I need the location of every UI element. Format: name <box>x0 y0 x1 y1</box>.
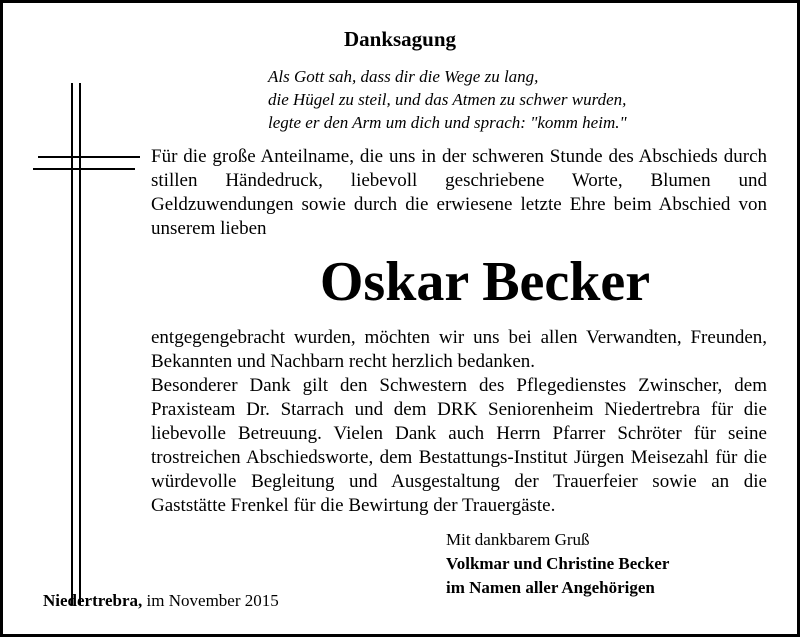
place: Niedertrebra, <box>43 591 143 610</box>
thanks-special-text: Besonderer Dank gilt den Schwestern des Pflegedienstes Zwinscher, dem Praxisteam Dr. Starrach und dem DRK Seniorenheim Niedertrebra für die liebevolle Betreuung. Vielen Dank auch Herrn Pfarrer Schröter für seine trostreichen Abschiedsworte, dem Bestattungs-Institut Jürgen Meisezahl für die würdevolle Begleitung und Ausgestaltung der Trauerfeier sowie an die Gaststätte Frenkel für die Bewirtung der Trauergäste. <box>151 375 767 516</box>
page-title: Danksagung <box>343 27 457 51</box>
poem-line: legte er den Arm um dich und sprach: "komm heim." <box>268 113 627 132</box>
poem <box>268 65 627 134</box>
intro-paragraph: Für die große Anteilname, die uns in der schweren Stunde des Abschieds durch stillen Händedruck, liebevoll geschriebene Worte, Blumen und Geldzuwendungen sowie durch die erwiesene letzte Ehre beim Abschied von unserem lieben <box>151 146 767 239</box>
cross-vertical-line <box>79 83 81 605</box>
greeting: Mit dankbarem Gruß <box>446 530 590 549</box>
deceased-name: Oskar Becker <box>319 251 651 313</box>
signoff <box>446 528 669 600</box>
thanks-main-text: entgegengebracht wurden, möchten wir uns bei allen Verwandten, Freunden, Bekannten und Nachbarn recht herzlich bedanken. <box>151 327 767 372</box>
place-date <box>43 591 279 611</box>
poem-line: Als Gott sah, dass dir die Wege zu lang, <box>268 67 539 86</box>
cross-horizontal-line <box>38 156 140 158</box>
poem-line: die Hügel zu steil, und das Atmen zu schwer wurden, <box>268 90 627 109</box>
cross-horizontal-line <box>33 168 135 170</box>
cross-vertical-line <box>71 83 73 605</box>
on-behalf: im Namen aller Angehörigen <box>446 578 655 597</box>
date: im November 2015 <box>146 591 279 610</box>
thanks-paragraph <box>151 326 767 518</box>
signatories: Volkmar und Christine Becker <box>446 554 670 573</box>
